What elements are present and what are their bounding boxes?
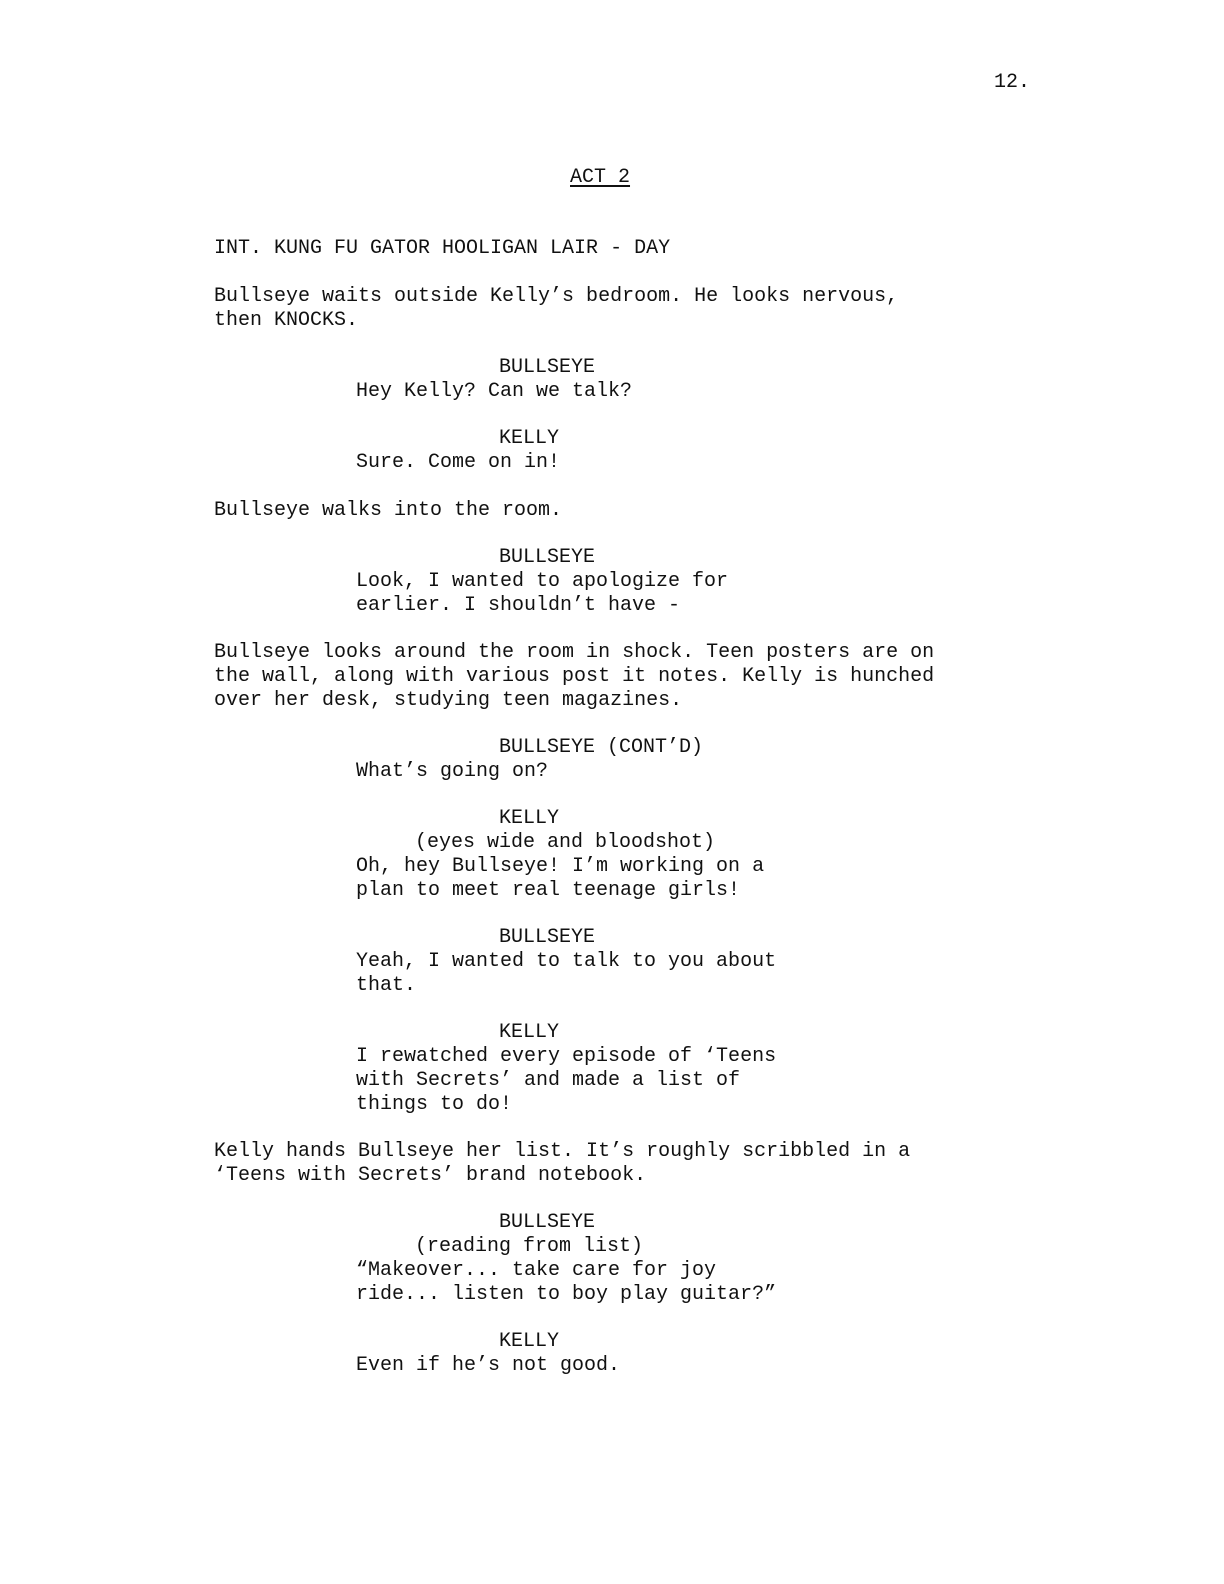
character-name: KELLY bbox=[499, 807, 560, 830]
character-name: KELLY bbox=[499, 427, 560, 450]
character-name: KELLY bbox=[499, 1330, 560, 1353]
action-line: Bullseye waits outside Kelly’s bedroom. He looks nervous, then KNOCKS. bbox=[214, 285, 899, 332]
dialogue: What’s going on? bbox=[356, 760, 549, 783]
character-name: BULLSEYE bbox=[499, 356, 596, 379]
dialogue: Look, I wanted to apologize for earlier. I shouldn’t have - bbox=[356, 570, 729, 617]
action-line: Bullseye looks around the room in shock. Teen posters are on the wall, along with various post it notes. Kelly is hunched over her desk, studying teen magazines. bbox=[214, 641, 935, 712]
character-name: KELLY bbox=[499, 1021, 560, 1044]
page-number: 12. bbox=[994, 71, 1031, 94]
dialogue: Even if he’s not good. bbox=[356, 1354, 621, 1377]
action-line: Bullseye walks into the room. bbox=[214, 499, 563, 522]
dialogue: “Makeover... take care for joy ride... listen to boy play guitar?” bbox=[356, 1259, 777, 1306]
parenthetical: (eyes wide and bloodshot) bbox=[415, 831, 716, 854]
dialogue: Sure. Come on in! bbox=[356, 451, 561, 474]
character-name: BULLSEYE bbox=[499, 546, 596, 569]
dialogue: Oh, hey Bullseye! I’m working on a plan to meet real teenage girls! bbox=[356, 855, 765, 902]
scene-heading: INT. KUNG FU GATOR HOOLIGAN LAIR - DAY bbox=[214, 237, 671, 260]
parenthetical: (reading from list) bbox=[415, 1235, 644, 1258]
act-heading: ACT 2 bbox=[570, 166, 631, 189]
character-name: BULLSEYE bbox=[499, 926, 596, 949]
character-name: BULLSEYE bbox=[499, 1211, 596, 1234]
character-name: BULLSEYE (CONT’D) bbox=[499, 736, 704, 759]
dialogue: I rewatched every episode of ‘Teens with Secrets’ and made a list of things to do! bbox=[356, 1045, 777, 1116]
dialogue: Hey Kelly? Can we talk? bbox=[356, 380, 633, 403]
dialogue: Yeah, I wanted to talk to you about that. bbox=[356, 950, 777, 997]
action-line: Kelly hands Bullseye her list. It’s roughly scribbled in a ‘Teens with Secrets’ brand notebook. bbox=[214, 1140, 911, 1187]
